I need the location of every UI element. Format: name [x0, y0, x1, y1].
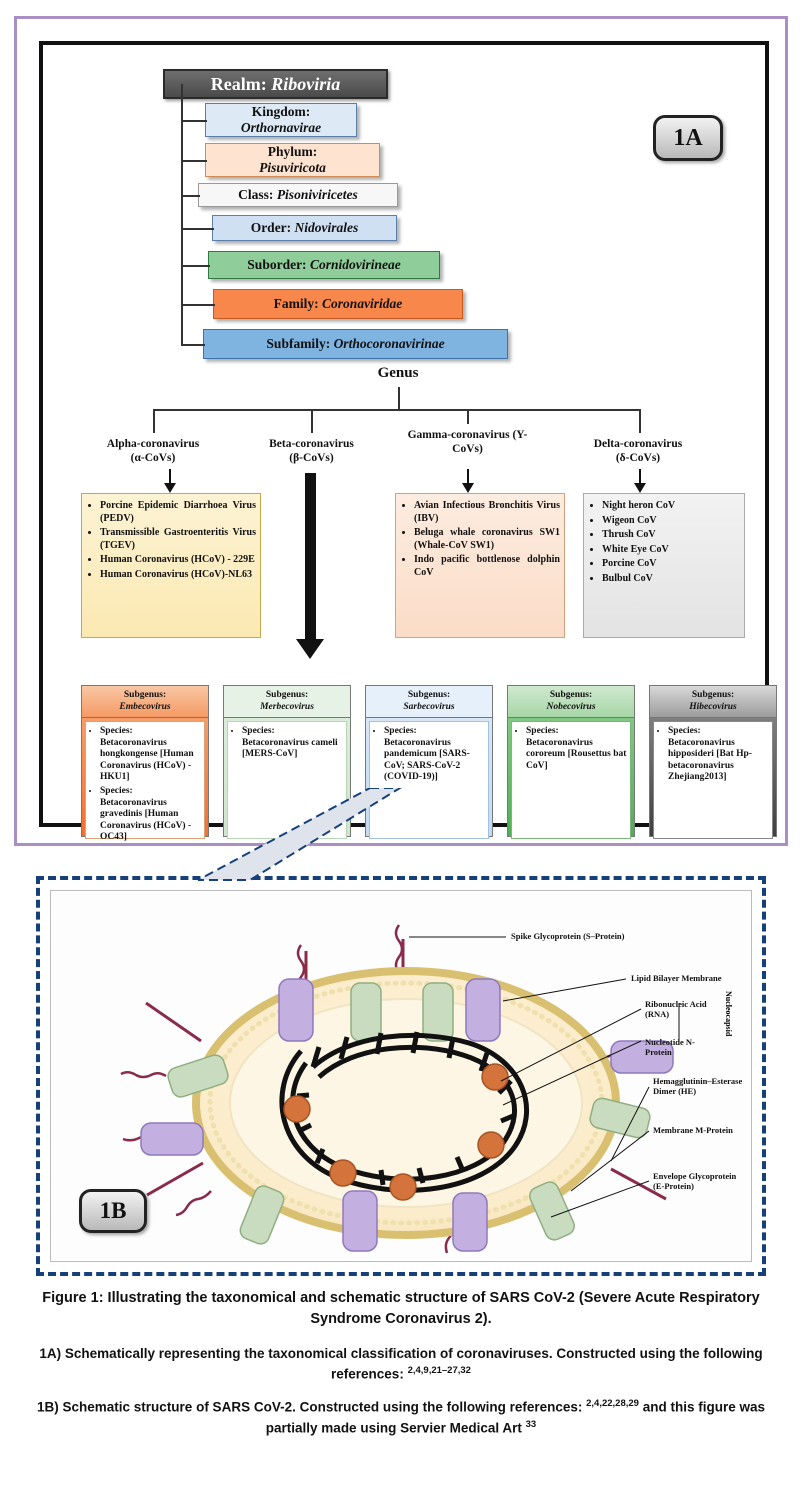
rank-order-value: Nidovirales — [294, 220, 359, 236]
subgenus-label: Subgenus: — [123, 690, 167, 700]
genus-alpha-name: Alpha-coronavirus — [106, 438, 200, 450]
label-lipid-bilayer-membrane: Lipid Bilayer Membrane — [631, 973, 722, 983]
subgenus-label: Subgenus: — [265, 690, 309, 700]
caption-1b — [10, 1397, 792, 1439]
delta-species-list — [588, 500, 740, 585]
rank-class — [198, 183, 398, 207]
rank-tick-family — [181, 304, 215, 306]
subgenus-header — [224, 686, 350, 718]
list-item: • Species: Betacoronavirus hongkongense [Human Coronavirus (HCoV) - HKU1] — [100, 726, 201, 784]
genus-drop-beta — [311, 409, 313, 433]
genus-beta-coronavirus — [249, 437, 374, 466]
delta-species-box — [583, 493, 745, 638]
list-item: • Species: Betacoronavirus cameli [MERS-CoV] — [242, 726, 343, 761]
genus-delta-coronavirus — [563, 437, 713, 466]
rank-suborder-value: Cornidovirineae — [309, 257, 401, 273]
subgenus-header — [82, 686, 208, 718]
rank-family — [213, 289, 463, 319]
rank-phylum-value: Pisuviricota — [259, 160, 326, 175]
genus-drop-gamma — [467, 409, 469, 424]
rank-phylum — [205, 143, 380, 177]
panel-1a-taxonomy — [14, 16, 788, 846]
panel-badge-1a: 1A — [653, 115, 723, 161]
panel-badge-1b: 1B — [79, 1189, 147, 1233]
rank-subfamily-value: Orthocoronavirinae — [333, 336, 445, 352]
rank-subfamily — [203, 329, 508, 359]
caption-1a-text: 1A) Schematically representing the taxonomical classification of coronaviruses. Constructed using the following references: — [39, 1346, 763, 1382]
figure-caption — [10, 1288, 792, 1451]
rank-suborder — [208, 251, 440, 279]
panel-1b-inner-frame — [50, 890, 752, 1262]
rank-realm-tick — [181, 84, 182, 86]
alpha-species-list — [86, 500, 256, 581]
caption-1b-tail-ref: 33 — [525, 1418, 537, 1430]
caption-1b-refs: 2,4,22,28,29 — [586, 1398, 639, 1410]
rank-kingdom — [205, 103, 357, 137]
rank-tick-suborder — [181, 265, 210, 267]
genus-beta-name: Beta-coronavirus — [269, 438, 354, 450]
caption-1b-tail: and this figure was partially made using Servier Medical Art — [265, 1399, 765, 1436]
genus-gamma-coronavirus — [395, 428, 540, 457]
rank-tick-subfamily — [181, 344, 205, 346]
list-item: • Wigeon CoV — [602, 515, 740, 528]
subgenus-label: Subgenus: — [691, 690, 735, 700]
gamma-species-box — [395, 493, 565, 638]
subgenus-value: Embecovirus — [119, 701, 171, 712]
rank-phylum-label: Phylum: — [267, 144, 318, 160]
arrow-beta-head — [296, 639, 324, 659]
genus-gamma-name: Gamma-coronavirus (Υ- — [407, 429, 528, 441]
label-rna-text: Ribonucleic Acid (RNA) — [645, 999, 707, 1020]
arrow-delta-head — [634, 483, 646, 493]
subgenus-value: Nobecovirus — [546, 701, 596, 712]
list-item: • Indo pacific bottlenose dolphin CoV — [414, 554, 560, 579]
list-item: • Species: Betacoronavirus cororeum [Rousettus bat CoV] — [526, 726, 627, 772]
genus-gamma-abbrev: CoVs) — [452, 443, 483, 456]
rank-realm — [163, 69, 388, 99]
label-n-protein — [645, 1037, 709, 1057]
rank-class-value: Pisoniviricetes — [276, 187, 358, 203]
alpha-species-box — [81, 493, 261, 638]
genus-stem — [398, 387, 400, 409]
genus-drop-delta — [639, 409, 641, 433]
list-item: • Species: Betacoronavirus gravedinis [Human Coronavirus (HCoV) - OC43] — [100, 786, 201, 844]
label-he-dimer: Hemagglutinin–Esterase Dimer (HE) — [653, 1076, 743, 1097]
genus-delta-abbrev: (δ-CoVs) — [615, 452, 661, 465]
subgenus-value: Hibecovirus — [689, 701, 737, 712]
genus-bus — [153, 409, 639, 411]
subgenus-header — [508, 686, 634, 718]
rank-tick-kingdom — [181, 120, 207, 122]
subgenus-label: Subgenus: — [407, 690, 451, 700]
list-item: • Human Coronavirus (HCoV)-NL63 — [100, 569, 256, 582]
rank-subfamily-label: Subfamily: — [266, 336, 331, 352]
caption-1b-text: 1B) Schematic structure of SARS CoV-2. Constructed using the following references: — [37, 1399, 587, 1415]
list-item: • Bulbul CoV — [602, 573, 740, 586]
arrow-gamma-head — [462, 483, 474, 493]
list-item: • Thrush CoV — [602, 529, 740, 542]
subgenus-body — [511, 721, 631, 839]
caption-title: Figure 1: Illustrating the taxonomical and schematic structure of SARS CoV-2 (Severe Acute Respiratory Syndrome Coronavirus 2). — [42, 1290, 760, 1328]
rank-tick-class — [181, 195, 200, 197]
label-n-protein-text: Nucleotide N-Protein — [645, 1037, 695, 1058]
subgenus-header — [366, 686, 492, 718]
genus-beta-abbrev: (β-CoVs) — [289, 452, 334, 465]
subgenus-body — [653, 721, 773, 839]
genus-drop-alpha — [153, 409, 155, 433]
genus-delta-name: Delta-coronavirus — [593, 438, 683, 450]
rank-family-label: Family: — [273, 296, 319, 312]
gamma-species-list — [400, 500, 560, 579]
virion-illustration — [51, 891, 752, 1262]
rank-tick-phylum — [181, 160, 207, 162]
subgenus-body — [85, 721, 205, 843]
genus-alpha-abbrev: (α-CoVs) — [130, 452, 176, 465]
list-item: • Species: Betacoronavirus pandemicum [SARS-CoV; SARS-CoV-2 (COVID-19)] — [384, 726, 485, 784]
subgenus-label: Subgenus: — [549, 690, 593, 700]
genus-alpha-coronavirus — [83, 437, 223, 466]
panel-connector-wedge — [190, 788, 430, 883]
rank-spine — [181, 84, 183, 346]
list-item: • Human Coronavirus (HCoV) - 229E — [100, 554, 256, 567]
rank-class-label: Class: — [238, 187, 274, 203]
subgenus-hibecovirus — [649, 685, 777, 837]
list-item: • Night heron CoV — [602, 500, 740, 513]
panel-1a-inner-frame — [39, 41, 769, 843]
panel-1b-virion — [36, 876, 766, 1276]
list-item: • Transmissible Gastroenteritis Virus (TGEV) — [100, 527, 256, 552]
label-membrane-m-protein: Membrane M-Protein — [653, 1125, 733, 1135]
rank-tick-order — [181, 228, 214, 230]
label-nucleocapsid: Nucleocapsid — [724, 991, 733, 1037]
subgenus-nobecovirus — [507, 685, 635, 837]
list-item: • Avian Infectious Bronchitis Virus (IBV) — [414, 500, 560, 525]
rank-order — [212, 215, 397, 241]
caption-1a-refs: 2,4,9,21–27,32 — [407, 1365, 471, 1377]
rank-realm-label: Realm: — [210, 73, 267, 94]
label-rna — [645, 999, 709, 1019]
label-envelope-glycoprotein: Envelope Glycoprotein (E-Protein) — [653, 1171, 737, 1192]
label-spike-glycoprotein: Spike Glycoprotein (S–Protein) — [511, 931, 625, 941]
subgenus-value: Sarbecovirus — [403, 701, 455, 712]
list-item: • Beluga whale coronavirus SW1 (Whale-CoV SW1) — [414, 527, 560, 552]
list-item: • Species: Betacoronavirus hipposideri [Bat Hp-betacoronavirus Zhejiang2013] — [668, 726, 769, 784]
rank-kingdom-label: Kingdom: — [251, 104, 311, 120]
rank-suborder-label: Suborder: — [247, 257, 307, 273]
rank-realm-value: Riboviria — [271, 73, 341, 94]
arrow-beta-stem — [305, 473, 316, 641]
caption-1a — [10, 1344, 792, 1385]
rank-kingdom-value: Orthornavirae — [240, 120, 322, 135]
list-item: • White Eye CoV — [602, 544, 740, 557]
rank-family-value: Coronaviridae — [322, 296, 403, 312]
genus-label: Genus — [377, 365, 419, 381]
arrow-alpha-head — [164, 483, 176, 493]
list-item: • Porcine CoV — [602, 558, 740, 571]
subgenus-header — [650, 686, 776, 718]
subgenus-value: Merbecovirus — [260, 701, 314, 712]
list-item: • Porcine Epidemic Diarrhoea Virus (PEDV) — [100, 500, 256, 525]
rank-order-label: Order: — [250, 220, 292, 236]
